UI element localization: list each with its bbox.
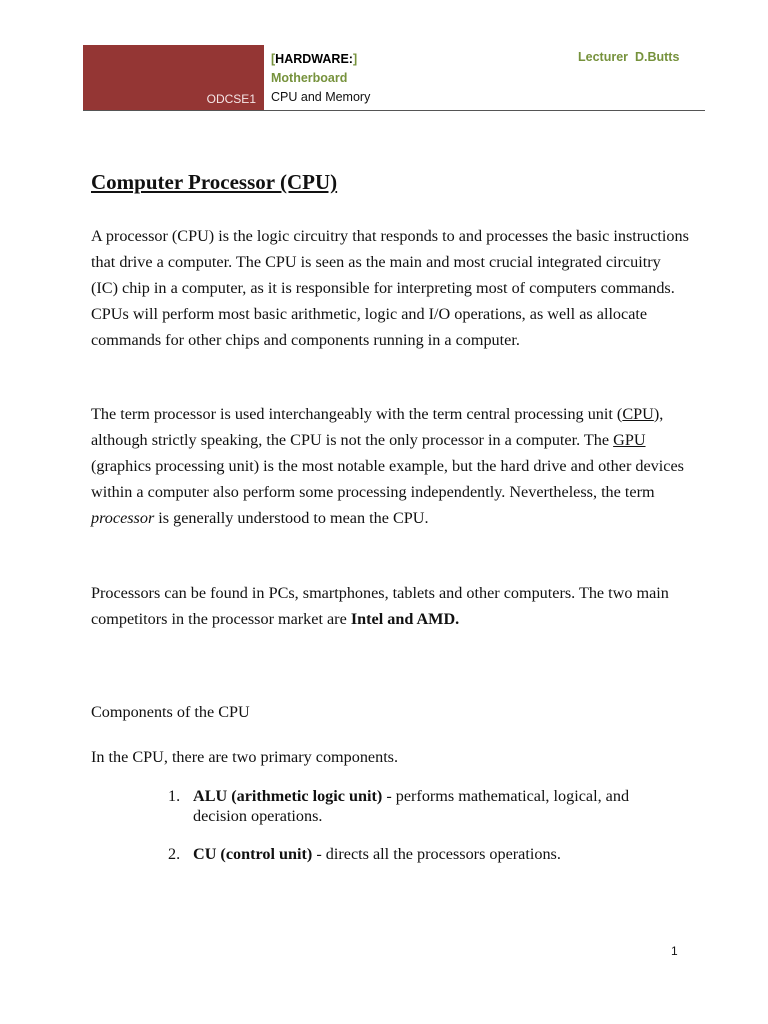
component-term: ALU (arithmetic logic unit) bbox=[193, 787, 383, 805]
gpu-link[interactable]: GPU bbox=[613, 431, 646, 449]
paragraph-competitors bbox=[91, 580, 691, 632]
para2-text-1: The term processor is used interchangeably with the term central processing unit ( bbox=[91, 405, 623, 423]
component-desc: - directs all the processors operations. bbox=[312, 845, 561, 863]
list-item-body bbox=[193, 786, 683, 826]
header-subtitle: Motherboard bbox=[271, 71, 348, 85]
para2-text-2: ), although strictly speaking, the CPU is not the only processor in a computer. The bbox=[91, 405, 664, 449]
list-number: 2. bbox=[168, 845, 181, 863]
course-code: ODCSE1 bbox=[206, 92, 256, 106]
header-title: HARDWARE: bbox=[275, 52, 353, 66]
header-text bbox=[271, 50, 370, 107]
list-number: 1. bbox=[168, 787, 181, 805]
para3-text: Processors can be found in PCs, smartphones, tablets and other computers. The two main competitors in the processor market are bbox=[91, 584, 669, 628]
header-rule bbox=[83, 110, 705, 111]
paragraph-intro: A processor (CPU) is the logic circuitry that responds to and processes the basic instructions that drive a computer. The CPU is seen as the main and most crucial integrated circuitry (IC) chip in a computer, as it is responsible for interpreting most of computers commands. CPUs will perform most basic arithmetic, logic and I/O operations, as well as allocate commands for other chips and components running in a computer. bbox=[91, 227, 689, 349]
para2-text-3: (graphics processing unit) is the most notable example, but the hard drive and other devices within a computer also perform some processing independently. Nevertheless, the term bbox=[91, 457, 684, 501]
component-desc: - performs mathematical, logical, and decision operations. bbox=[193, 787, 630, 825]
components-intro: In the CPU, there are two primary components. bbox=[91, 748, 399, 766]
paragraph-term-processor bbox=[91, 401, 691, 531]
bracket-open: [ bbox=[271, 52, 276, 66]
list-item-body bbox=[193, 844, 683, 864]
para2-text-4: is generally understood to mean the CPU. bbox=[154, 509, 429, 527]
cpu-link[interactable]: CPU bbox=[622, 405, 654, 423]
header-color-block bbox=[83, 45, 264, 111]
intel-amd-bold: Intel and AMD. bbox=[350, 610, 460, 628]
page-number: 1 bbox=[671, 944, 678, 958]
header-title-line bbox=[271, 50, 370, 69]
section-heading: Components of the CPU bbox=[91, 703, 250, 721]
document-title: Computer Processor (CPU) bbox=[91, 170, 338, 194]
lecturer-name: Lecturer D.Butts bbox=[578, 50, 680, 64]
header-topic: CPU and Memory bbox=[271, 90, 371, 104]
component-term: CU (control unit) bbox=[193, 845, 313, 863]
processor-emphasis: processor bbox=[91, 509, 155, 527]
bracket-close: ] bbox=[352, 52, 358, 66]
